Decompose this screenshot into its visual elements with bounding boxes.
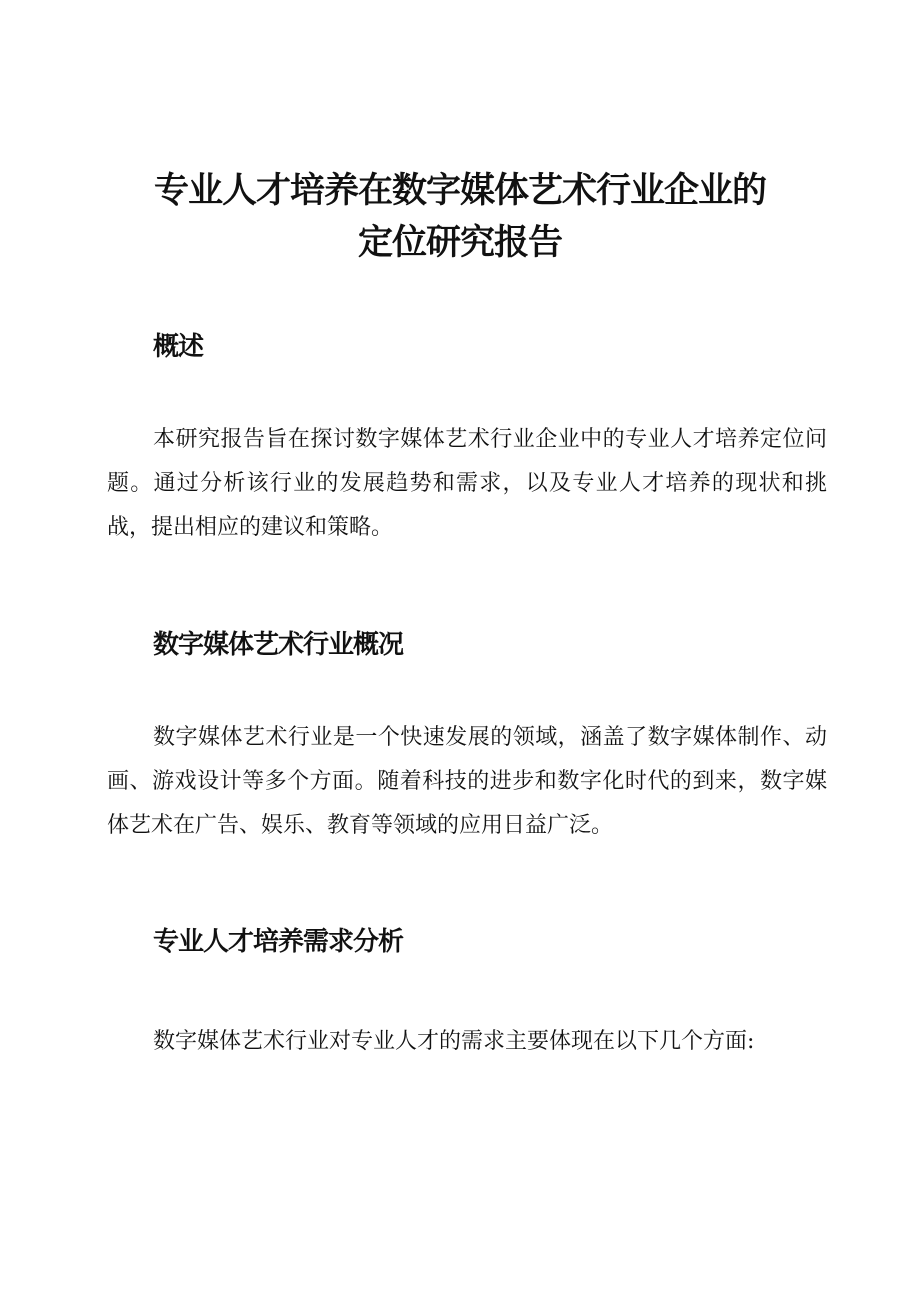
section-paragraph-talent-demand: 数字媒体艺术行业对专业人才的需求主要体现在以下几个方面: <box>153 1029 755 1054</box>
section-heading-talent-demand: 专业人才培养需求分析 <box>153 927 404 957</box>
section-heading-overview: 概述 <box>153 332 204 362</box>
document-title-line-1: 专业人才培养在数字媒体艺术行业企业的 <box>153 171 766 211</box>
document-title-line-2: 定位研究报告 <box>357 223 562 263</box>
section-paragraph-overview: 本研究报告旨在探讨数字媒体艺术行业企业中的专业人才培养定位问题。通过分析该行业的发展趋势和需求，以及专业人才培养的现状和挑战，提出相应的建议和策略。 <box>107 427 827 540</box>
section-paragraph-industry-overview: 数字媒体艺术行业是一个快速发展的领域，涵盖了数字媒体制作、动画、游戏设计等多个方面。随着科技的进步和数字化时代的到来，数字媒体艺术在广告、娱乐、教育等领域的应用日益广泛。 <box>107 725 827 838</box>
section-heading-industry-overview: 数字媒体艺术行业概况 <box>153 630 404 660</box>
